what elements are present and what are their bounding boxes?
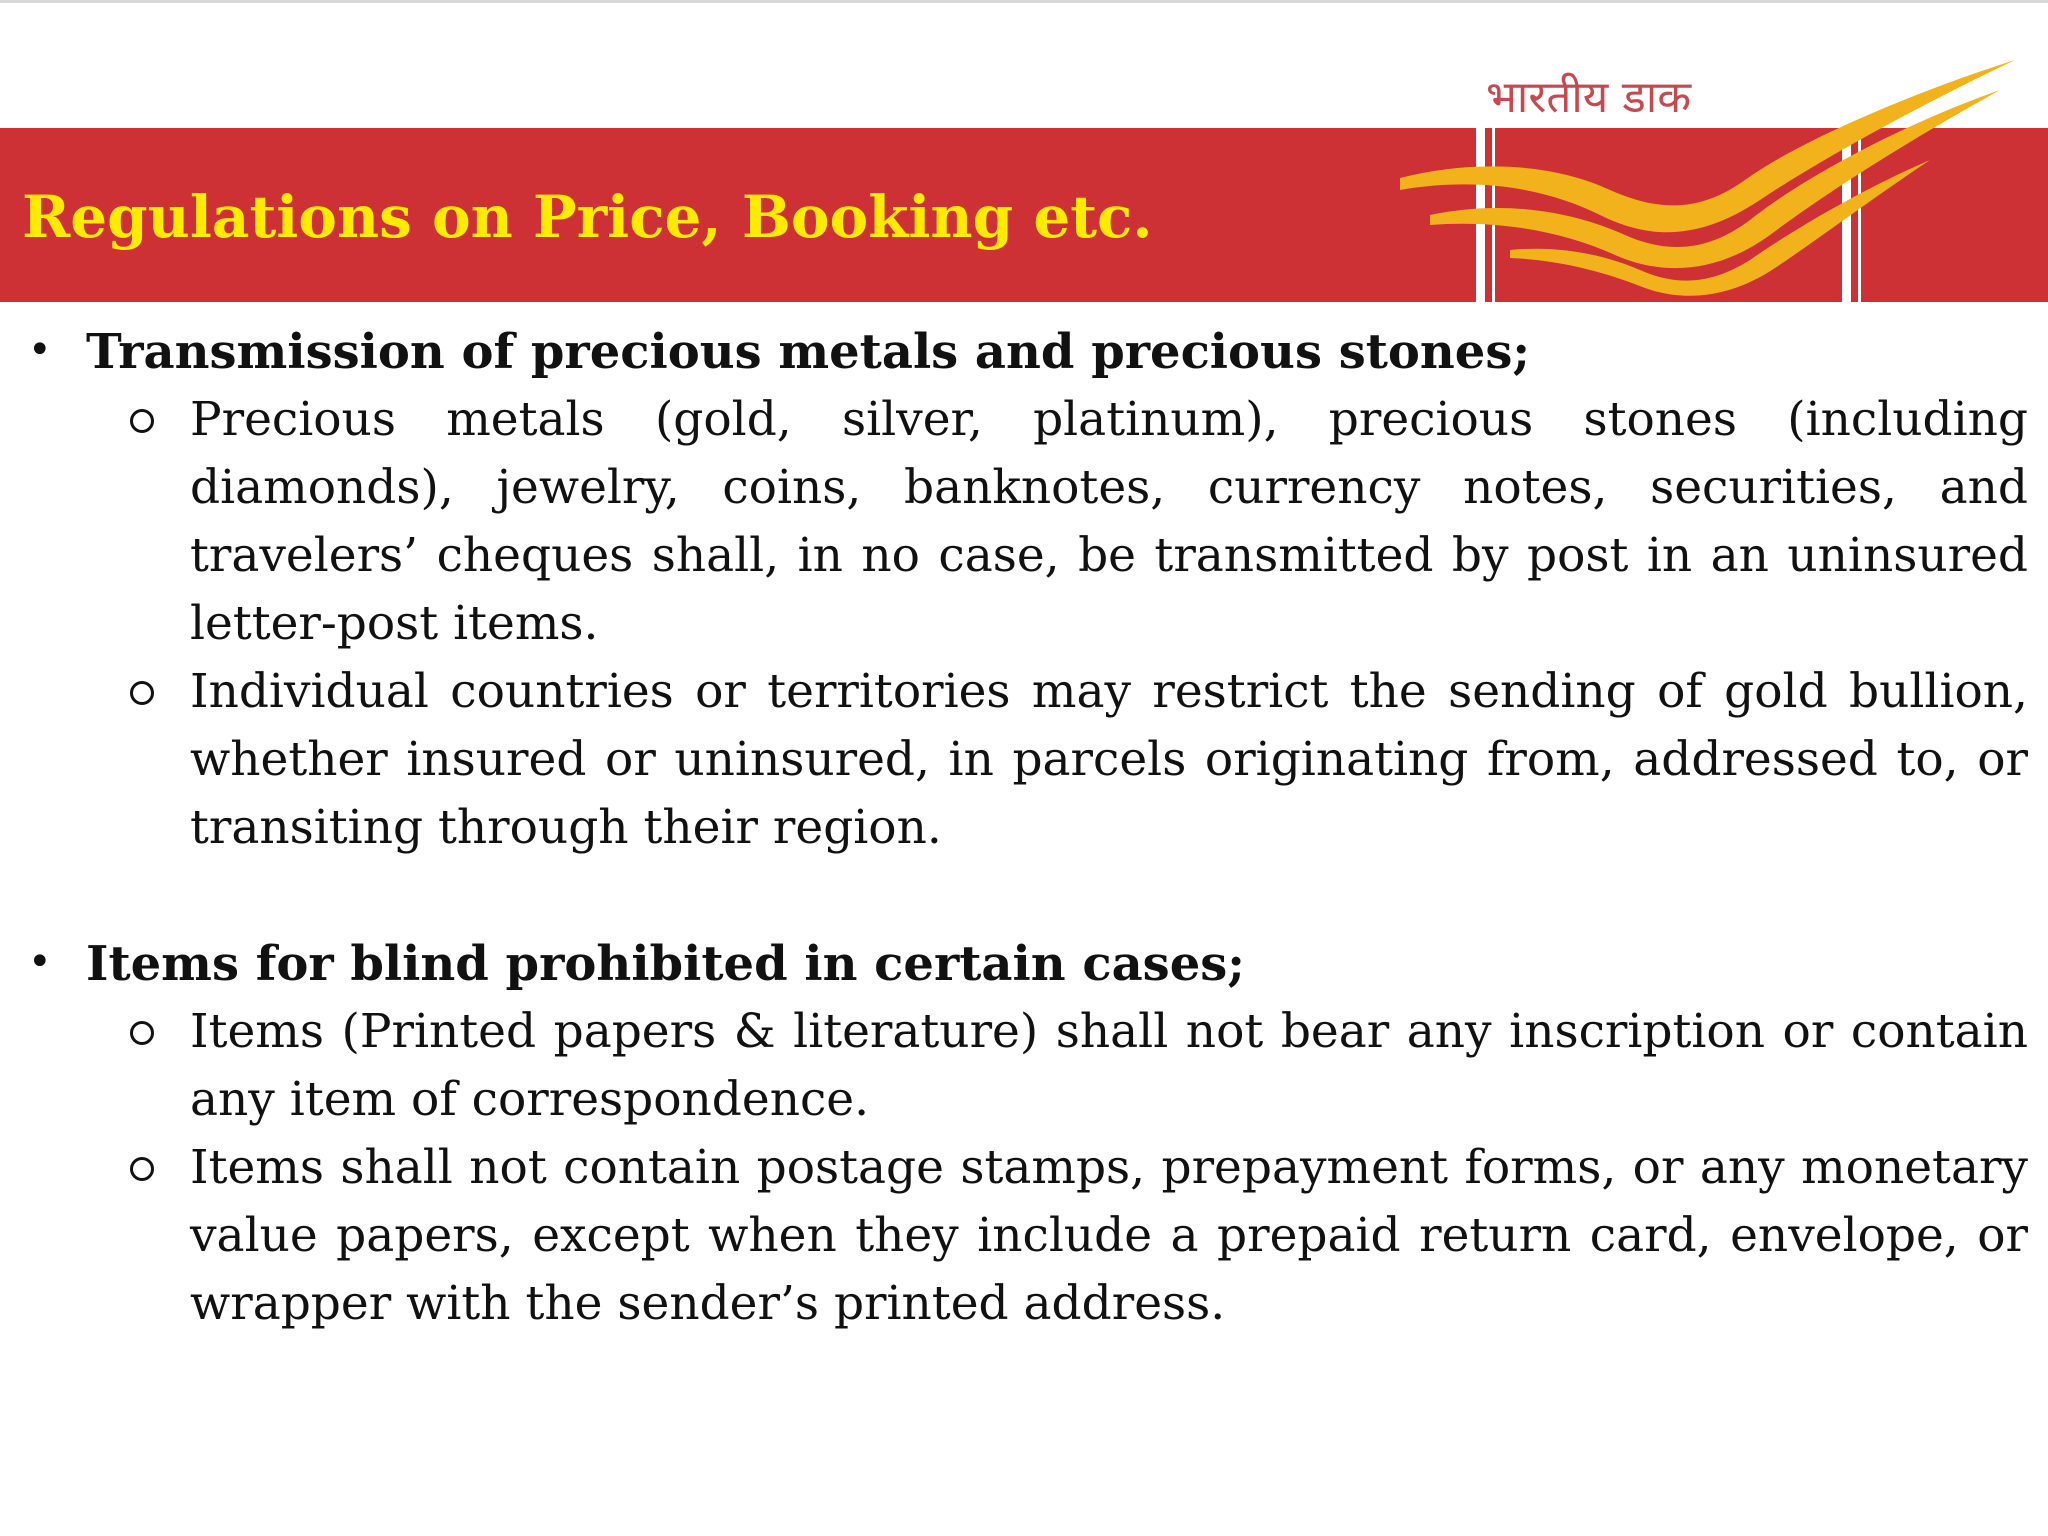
section-heading: Items for blind prohibited in certain cases; [86,936,1245,992]
list-item-text: Items shall not contain postage stamps, prepayment forms, or any monetary value papers, except when they include a prepaid return card, envelope, or wrapper with the sender’s printed address. [190,1140,2028,1331]
list-item [190,658,2028,862]
hollow-circle-bullet-icon [130,1021,154,1045]
section-heading-row [0,318,2048,386]
slide-content [0,318,2048,1338]
section-precious-metals [0,318,2048,862]
bullet-icon: • [28,939,52,985]
list-item [190,386,2028,658]
slide-title: Regulations on Price, Booking etc. [22,183,1153,251]
list-item-text: Precious metals (gold, silver, platinum), precious stones (including diamonds), jewelry, coins, banknotes, currency notes, securities, and travelers’ cheques shall, in no case, be transmitted by post in an uninsured letter-post items. [190,392,2028,651]
section-heading-row [0,930,2048,998]
section-items-for-blind [0,930,2048,1338]
list-item-text: Items (Printed papers & literature) shall not bear any inscription or contain any item of correspondence. [190,1004,2028,1127]
hollow-circle-bullet-icon [130,1157,154,1181]
section-heading: Transmission of precious metals and precious stones; [86,324,1531,380]
list-item-text: Individual countries or territories may restrict the sending of gold bullion, whether insured or uninsured, in parcels originating from, addressed to, or transiting through their region. [190,664,2028,855]
hollow-circle-bullet-icon [130,681,154,705]
list-item [190,998,2028,1134]
hollow-circle-bullet-icon [130,409,154,433]
india-post-logo-text: भारतीय डाक [1486,72,1692,123]
top-border [0,0,2048,3]
list-item [190,1134,2028,1338]
bullet-icon: • [28,327,52,373]
